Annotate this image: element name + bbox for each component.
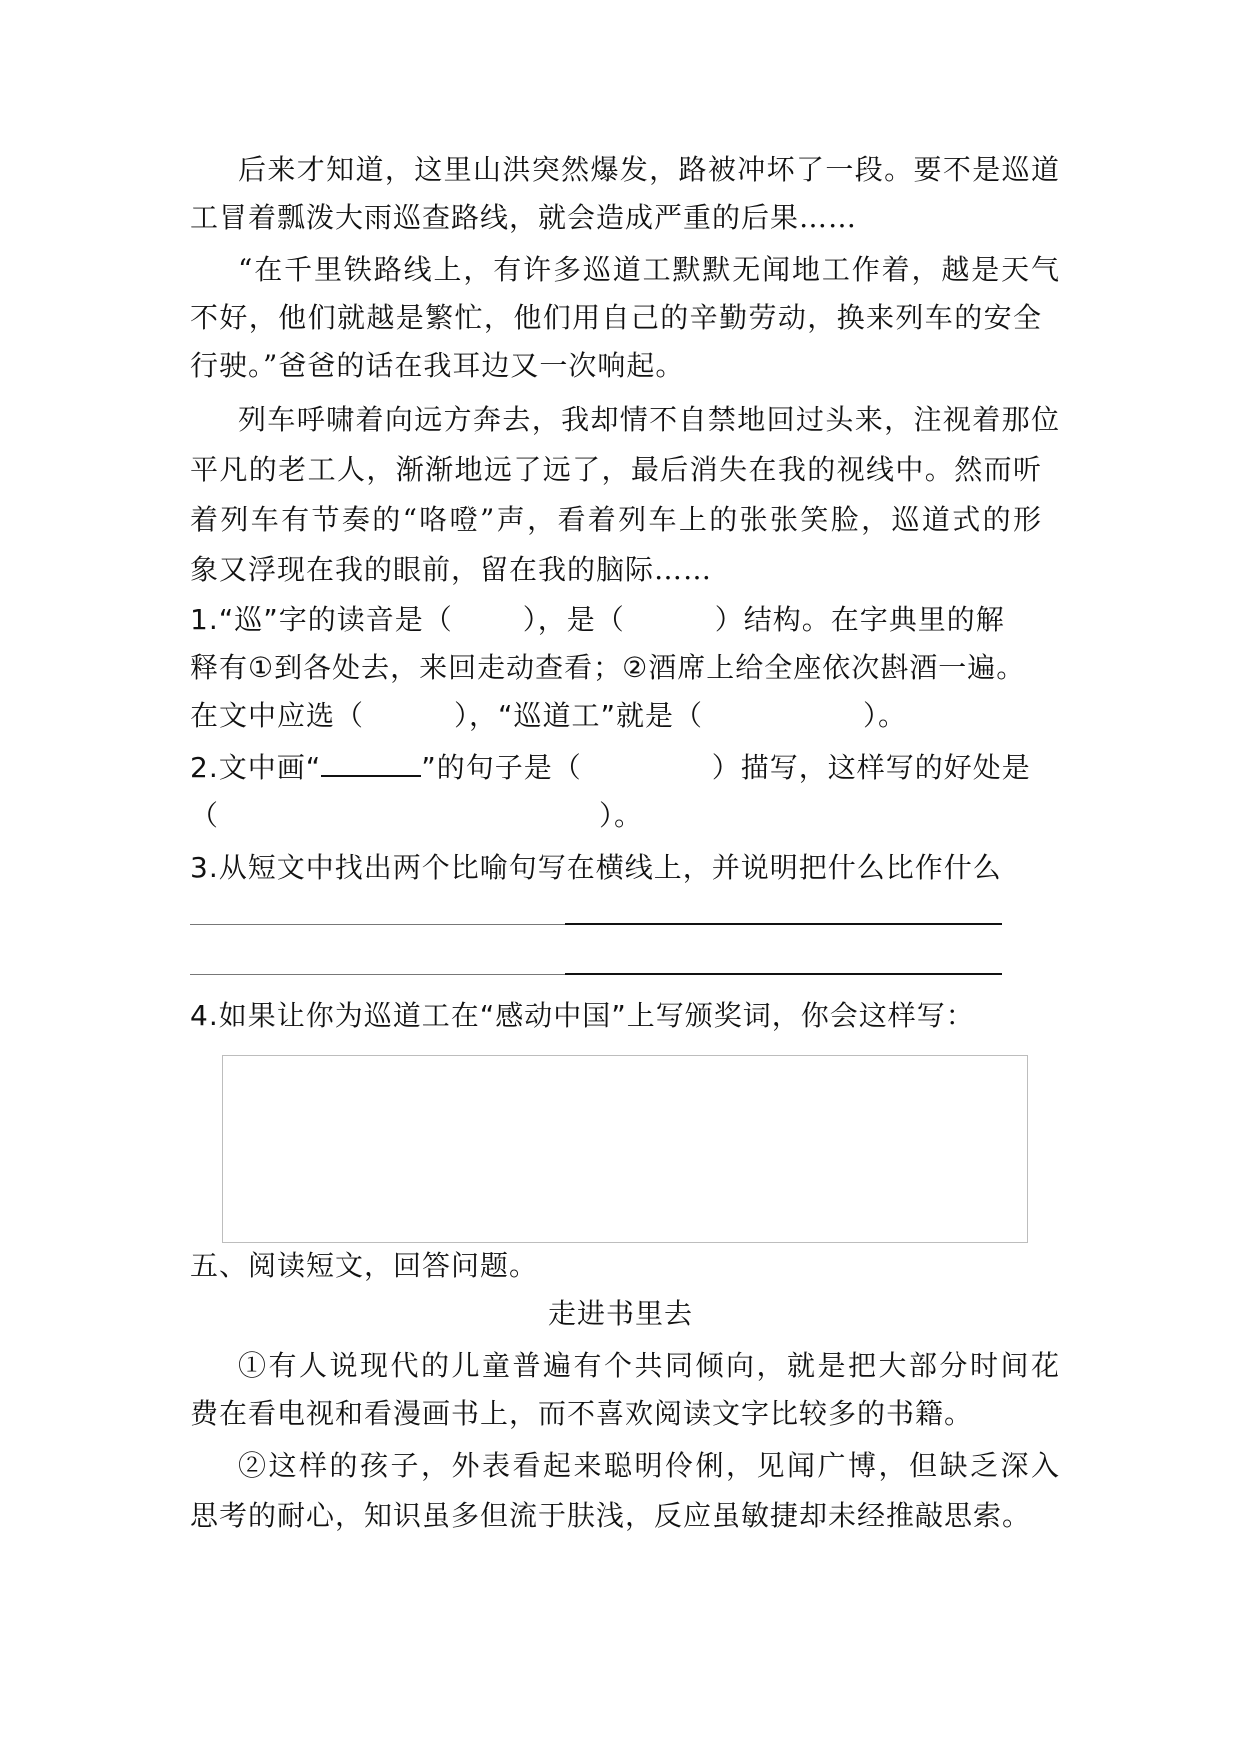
article-title: 走进书里去 — [547, 1297, 693, 1330]
passage-line: 平凡的老工人，渐渐地远了远了，最后消失在我的视线中。然而听 — [190, 453, 1042, 486]
passage-line: 着列车有节奏的“咯噔”声，看着列车上的张张笑脸，巡道式的形 — [190, 503, 1042, 536]
passage-line: 工冒着瓢泼大雨巡查路线，就会造成严重的后果…… — [190, 201, 858, 234]
q2-text-a: 2.文中画“ — [190, 751, 322, 784]
question-2-line-1 — [190, 748, 1060, 788]
question-1-line-1 — [190, 600, 1060, 640]
question-4: 4.如果让你为巡道工在“感动中国”上写颁奖词，你会这样写： — [190, 999, 975, 1032]
passage-line: “在千里铁路线上，有许多巡道工默默无闻地工作着，越是天气 — [238, 253, 1060, 286]
passage-line: 行驶。”爸爸的话在我耳边又一次响起。 — [190, 349, 685, 382]
q2-text-d: （ — [190, 799, 220, 832]
q1-text-d: 在文中应选（ — [190, 699, 365, 732]
answer-line[interactable] — [190, 924, 565, 925]
answer-line[interactable] — [190, 974, 565, 975]
q1-text-b: ），是（ — [522, 603, 625, 636]
q1-text-c: ）结构。在字典里的解 — [714, 603, 1005, 636]
q2-text-c: ）描写，这样写的好处是 — [711, 751, 1031, 784]
question-1-line-3 — [190, 696, 1060, 736]
question-2-line-2 — [190, 796, 1060, 836]
article-line: 思考的耐心，知识虽多但流于肤浅，反应虽敏捷却未经推敲思索。 — [190, 1499, 1032, 1532]
section-5-heading: 五、阅读短文，回答问题。 — [190, 1249, 539, 1282]
article-line: ②这样的孩子，外表看起来聪明伶俐，见闻广博，但缺乏深入 — [238, 1449, 1060, 1482]
passage-line: 不好，他们就越是繁忙，他们用自己的辛勤劳动，换来列车的安全 — [190, 301, 1042, 334]
q1-text-e: ），“巡道工”就是（ — [454, 699, 704, 732]
answer-line[interactable] — [565, 973, 1002, 975]
q2-text-b: ”的句子是（ — [421, 751, 582, 784]
article-line: ①有人说现代的儿童普遍有个共同倾向，就是把大部分时间花 — [238, 1349, 1060, 1382]
q2-text-e: ）。 — [599, 799, 644, 832]
question-1-line-2: 释有①到各处去，来回走动查看；②酒席上给全座依次斟酒一遍。 — [190, 651, 1026, 684]
underline-sample — [321, 751, 421, 777]
article-line: 费在看电视和看漫画书上，而不喜欢阅读文字比较多的书籍。 — [190, 1397, 974, 1430]
q1-text-f: ）。 — [863, 699, 908, 732]
passage-line: 后来才知道，这里山洪突然爆发，路被冲坏了一段。要不是巡道 — [238, 153, 1060, 186]
award-citation-answer-box[interactable] — [222, 1055, 1028, 1243]
question-3: 3.从短文中找出两个比喻句写在横线上，并说明把什么比作什么 — [190, 851, 1002, 884]
q1-text-a: 1.“巡”字的读音是（ — [190, 603, 453, 636]
passage-line: 列车呼啸着向远方奔去，我却情不自禁地回过头来，注视着那位 — [238, 403, 1060, 436]
answer-line[interactable] — [565, 923, 1002, 925]
passage-line: 象又浮现在我的眼前，留在我的脑际…… — [190, 553, 713, 586]
